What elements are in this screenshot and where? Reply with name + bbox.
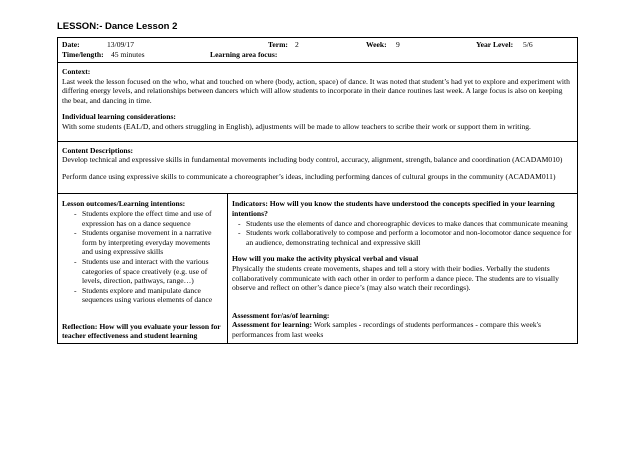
week-value: 9 bbox=[396, 40, 400, 49]
header-row bbox=[58, 38, 578, 63]
learning-area-focus-label: Learning area focus: bbox=[210, 50, 278, 59]
indicator-item: - Students work collaboratively to compose and perform a locomotor and non-locomotor dance sequence for an audience, demonstrating technical and expressive skill bbox=[238, 228, 573, 247]
indicators-cell bbox=[228, 194, 578, 344]
indicators-label: Indicators: How will you know the students have understood the concepts specified in your learning intentions? bbox=[232, 199, 555, 218]
outcomes-list bbox=[62, 209, 223, 305]
term-label: Term: bbox=[268, 40, 288, 49]
individual-considerations-label: Individual learning considerations: bbox=[62, 112, 176, 122]
week-label: Week: bbox=[366, 40, 387, 49]
time-length-value: 45 minutes bbox=[111, 50, 145, 59]
time-length-label: Time/length: bbox=[62, 50, 104, 59]
term-value: 2 bbox=[295, 40, 299, 49]
individual-considerations-text: With some students (EAL/D, and others struggling in English), adjustments will be made to allow teachers to scribe their work or support them in writing. bbox=[62, 121, 531, 131]
outcomes-row bbox=[58, 194, 578, 344]
assessment-for-learning-label: Assessment for learning: bbox=[232, 320, 313, 330]
physical-verbal-visual-label: How will you make the activity physical verbal and visual bbox=[232, 254, 419, 264]
outcome-item: - Students use and interact with the various categories of space creatively (e.g. use of levels, direction, pathways, range…) bbox=[74, 257, 223, 286]
physical-verbal-visual-text: Physically the students create movements, shapes and tell a story with their bodies. Verbally the students collaboratively communicate with each other in order to perform a dance piece. The students are to visually observe and reflect on other’s dance piece’s (may also watch their recordings). bbox=[232, 263, 559, 293]
assessment-label: Assessment for/as/of learning: bbox=[232, 310, 330, 320]
context-label: Context: bbox=[62, 67, 91, 76]
indicator-item: - Students use the elements of dance and choreographic devices to make dances that communicate meaning bbox=[238, 219, 573, 229]
content-cell bbox=[58, 141, 578, 194]
assessment-for-learning-text: Work samples - recordings of students performances - compare this week's performances from last weeks bbox=[232, 320, 542, 339]
context-text: Last week the lesson focused on the who, what and touched on where (body, action, space) of dance. It was noted that student’s had yet to explore and experiment with differing energy levels, and relationships between dancers which will allow students to incorporate in their dance routines last week. A large focus is also on keeping the beat, and dancing in time. bbox=[62, 76, 570, 105]
content-row bbox=[58, 141, 578, 194]
context-row bbox=[58, 63, 578, 142]
outcomes-cell bbox=[58, 194, 228, 344]
date-value: 13/09/17 bbox=[107, 40, 135, 49]
header-cell bbox=[58, 38, 578, 63]
year-level-label: Year Level: bbox=[476, 40, 514, 49]
content-description-2: Perform dance using expressive skills to communicate a choreographer’s ideas, including performing dances of cultural groups in the community (ACADAM011) bbox=[62, 171, 556, 181]
outcome-item: - Students explore the effect time and use of expression has on a dance sequence bbox=[74, 209, 223, 228]
outcome-item: - Students explore and manipulate dance sequences using various elements of dance bbox=[74, 286, 223, 305]
indicators-list bbox=[232, 219, 573, 248]
outcome-item: - Students organise movement in a narrative form by interpreting everyday movements and using expressive skills bbox=[74, 228, 223, 257]
content-description-1: Develop technical and expressive skills in fundamental movements including body control, accuracy, alignment, strength, balance and coordination (ACADAM010) bbox=[62, 155, 563, 165]
date-label: Date: bbox=[62, 40, 80, 49]
outcomes-label: Lesson outcomes/Learning intentions: bbox=[62, 199, 186, 209]
context-cell bbox=[58, 63, 578, 142]
lesson-title: LESSON:- Dance Lesson 2 bbox=[57, 21, 178, 32]
year-level-value: 5/6 bbox=[523, 40, 533, 49]
reflection-label: Reflection: How will you evaluate your lesson for teacher effectiveness and student learning bbox=[62, 321, 221, 341]
lesson-plan-table bbox=[57, 37, 578, 344]
content-descriptions-label: Content Descriptions: bbox=[62, 145, 134, 155]
